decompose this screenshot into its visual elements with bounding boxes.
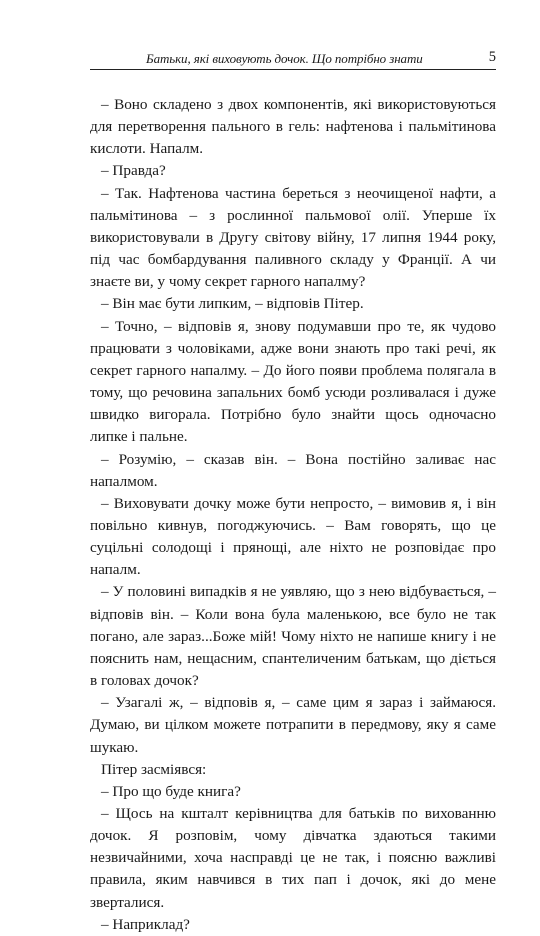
running-header [90, 49, 496, 70]
page-number: 5 [488, 49, 496, 65]
paragraph: – Виховувати дочку може бути непросто, – вимовив я, і він повільно кивнув, погоджуючись. – Вам говорять, що це суцільні солодощі і прянощі, але ніхто не розповідає про напалм. [90, 494, 496, 579]
paragraph: – Воно складено з двох компонентів, які використовуються для перетворення пального в гель: нафтенова і пальмітинова кислоти. Напалм. [90, 96, 496, 158]
paragraph: – Наприклад? [101, 915, 190, 933]
paragraph: – Точно, – відповів я, знову подумавши про те, як чудово працювати з чоловіками, адже вони знають про такі речі, як секрет гарного напалму. – До його появи проблема полягала в тому, що речовина запальних бомб усюди розливалася і дуже швидко вигорала. Потрібно було знайти щось одночасно липке і пальне. [90, 317, 496, 446]
running-title: Батьки, які виховують дочок. Що потрібно знати [146, 51, 423, 66]
paragraph: – Так. Нафтенова частина береться з неочищеної нафти, а пальмітинова – з рослинної пальмової олії. Уперше їх використовували в Другу світову війну, 17 липня 1944 року, під час бомбардування паливного складу у Франції. А чи знаєте ви, у чому секрет гарного напалму? [90, 184, 496, 291]
paragraph: – Він має бути липким, – відповів Пітер. [101, 295, 364, 313]
paragraph: Пітер засміявся: [101, 760, 207, 778]
paragraph: – Про що буде книга? [101, 782, 241, 800]
body-text [90, 94, 496, 936]
paragraph: – Розумію, – сказав він. – Вона постійно заливає нас напалмом. [90, 450, 496, 490]
paragraph: – У половині випадків я не уявляю, що з нею відбувається, – відповів він. – Коли вона була маленькою, все було не так погано, але зараз...Боже мій! Чому ніхто не напише книгу і не пояснить нам, нещасним, спантеличеним батькам, що діється в головах дочок? [90, 583, 496, 690]
paragraph: – Узагалі ж, – відповів я, – саме цим я зараз і займаюся. Думаю, ви цілком можете потрапити в передмову, яку я саме шукаю. [90, 694, 496, 756]
paragraph: – Щось на кшталт керівництва для батьків по вихованню дочок. Я розповім, чому дівчатка здаються такими незвичайними, хоча насправді це не так, і поясню важливі правила, яким навчився в тих пап і дочок, які до мене зверталися. [90, 805, 496, 911]
paragraph: – Правда? [101, 162, 166, 180]
